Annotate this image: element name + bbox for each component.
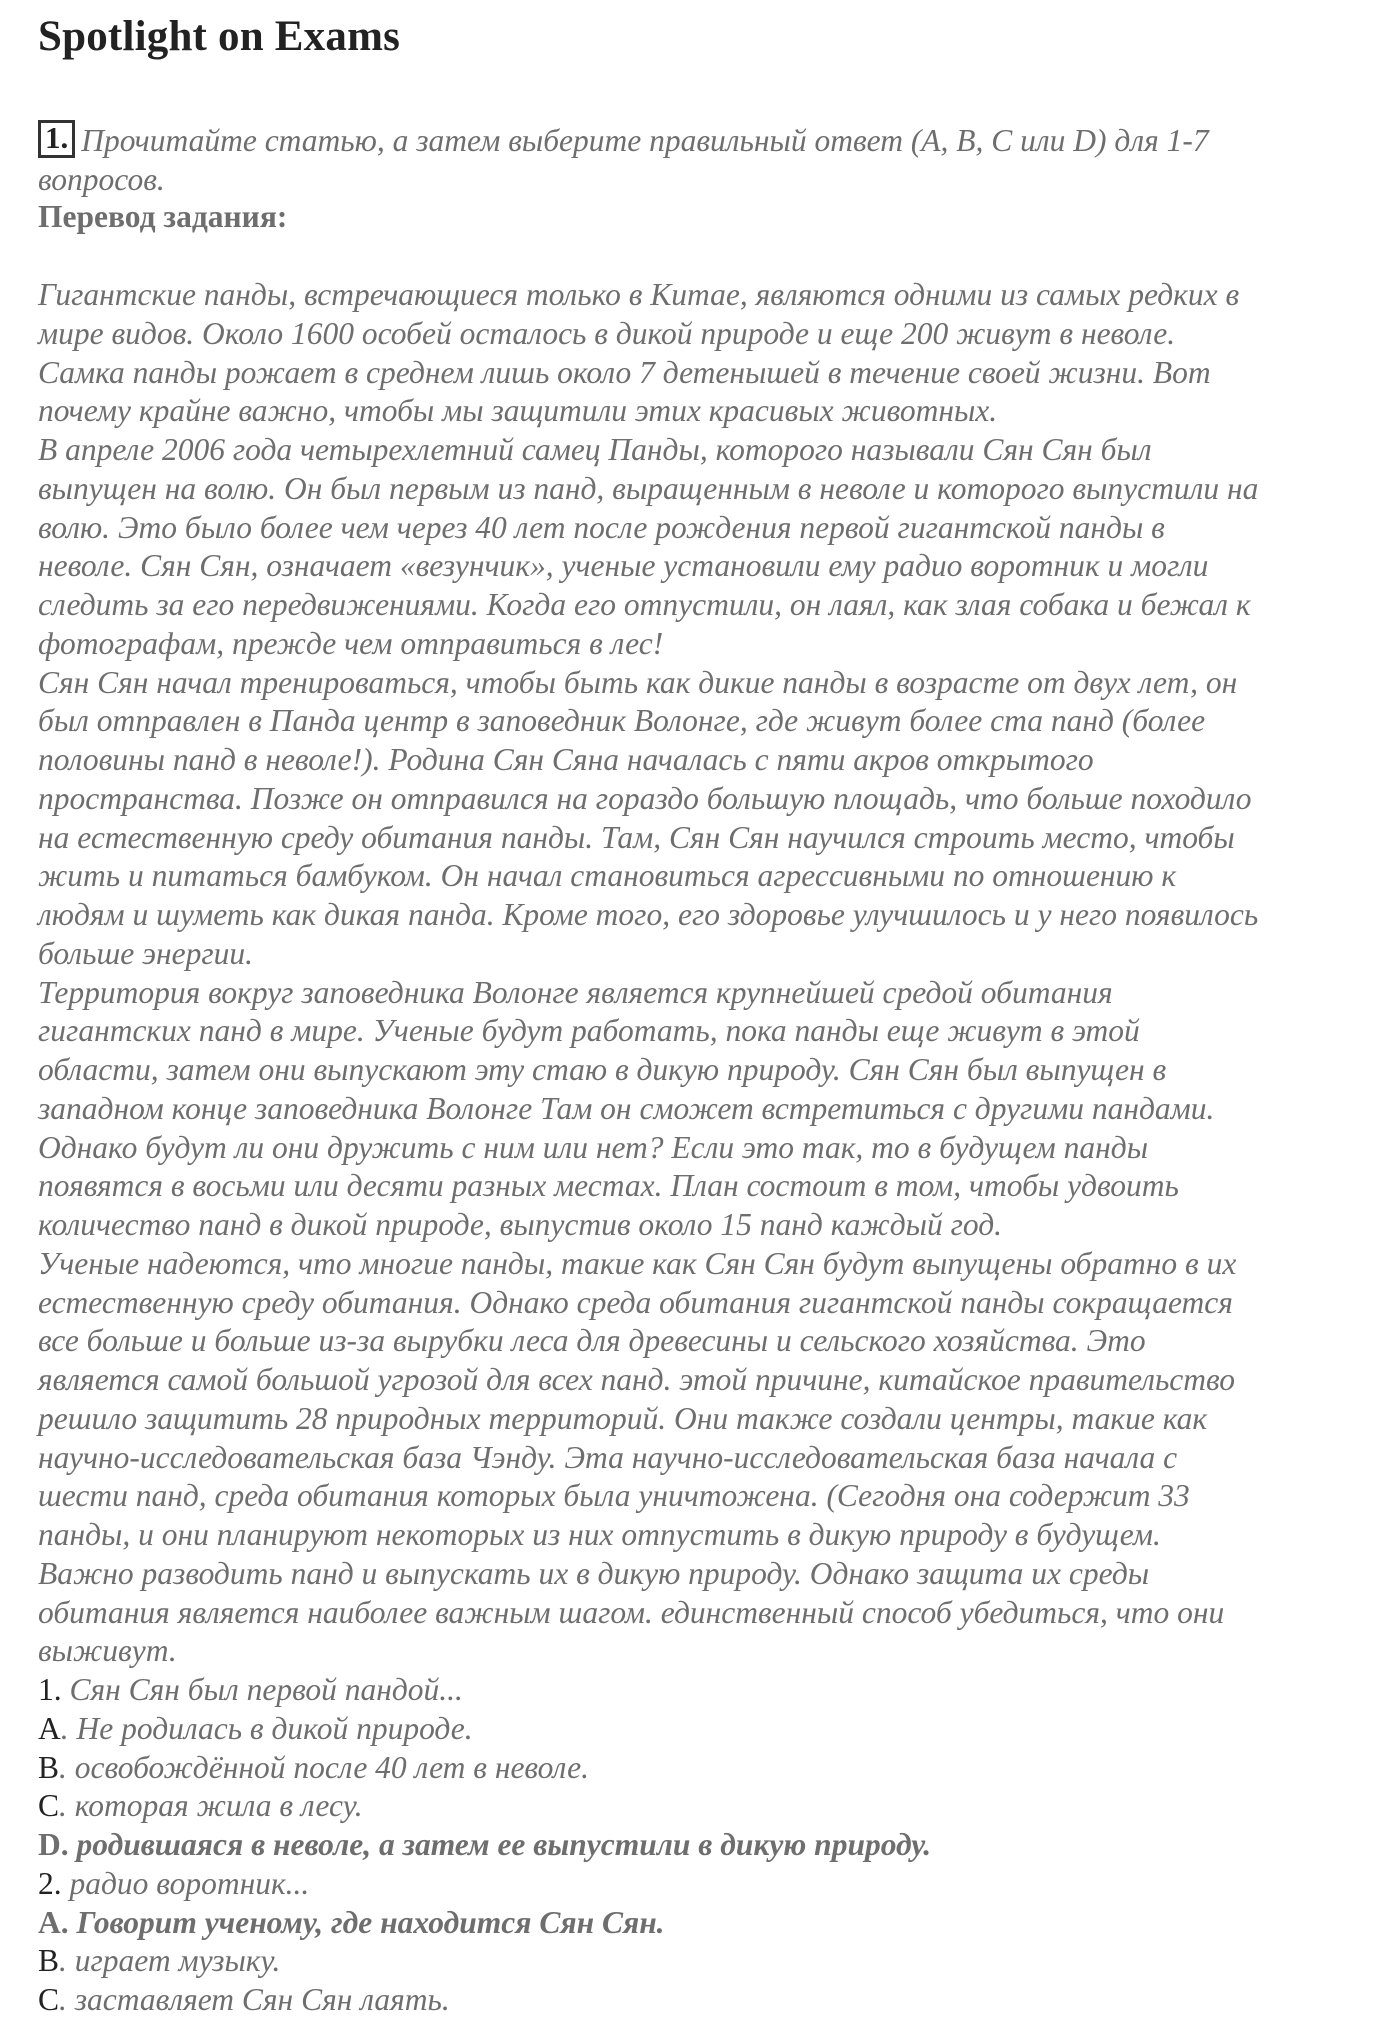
answer-option-2a-correct <box>38 1904 1378 1943</box>
article-line: западном конце заповедника Волонге Там он сможет встретиться с другими пандами. <box>38 1090 1215 1126</box>
article-line: следить за его передвижениями. Когда его отпустили, он лаял, как злая собака и бежал к <box>38 587 1251 622</box>
option-separator: . <box>59 1943 67 1979</box>
translation-heading: Перевод задания: <box>38 199 288 234</box>
question-number: 1. <box>38 1672 62 1707</box>
option-letter: D <box>38 1827 61 1862</box>
article-line: людям и шуметь как дикая панда. Кроме того, его здоровье улучшилось и у него появилось <box>38 897 1259 932</box>
article-line: почему крайне важно, чтобы мы защитили этих красивых животных. <box>38 393 998 429</box>
answer-option-1d-correct <box>38 1826 1378 1865</box>
option-text: родившаяся в неволе, а затем ее выпустили в дикую природу. <box>76 1827 932 1862</box>
option-letter: A <box>38 1710 61 1746</box>
document-body <box>38 276 1378 2020</box>
article-line: В апреле 2006 года четырехлетний самец Панды, которого называли Сян Сян был <box>38 432 1152 467</box>
question-stem: радио воротник... <box>69 1865 310 1901</box>
question-1 <box>38 1671 1378 1710</box>
option-letter: C <box>38 1982 60 2017</box>
article-line: неволе. Сян Сян, означает «везунчик», ученые установили ему радио воротник и могли <box>38 548 1209 584</box>
article-line: Гигантские панды, встречающиеся только в Китае, являются одними из самых редких в <box>38 277 1240 312</box>
task-instruction-line2: вопросов. <box>38 162 165 197</box>
article-line: половины панд в неволе!). Родина Сян Сяна началась с пяти акров открытого <box>38 742 1094 777</box>
article-line: жить и питаться бамбуком. Он начал становиться агрессивными по отношению к <box>38 858 1177 894</box>
article-line: Территория вокруг заповедника Волонге является крупнейшей средой обитания <box>38 974 1113 1010</box>
task-instruction-line1: Прочитайте статью, а затем выберите правильный ответ (A, B, C или D) для 1-7 <box>81 123 1209 158</box>
article-line: был отправлен в Панда центр в заповедник Волонге, где живут более ста панд (более <box>38 703 1206 739</box>
option-text: освобождённой после 40 лет в неволе. <box>74 1749 590 1785</box>
article-line: естественную среду обитания. Однако среда обитания гигантской панды сокращается <box>38 1284 1233 1320</box>
option-separator: . <box>59 1788 67 1824</box>
page-title: Spotlight on Exams <box>38 13 401 60</box>
article-line: выпущен на волю. Он был первым из панд, выращенным в неволе и которого выпустили на <box>38 470 1259 506</box>
answer-option-1c <box>38 1787 1378 1826</box>
article-line: обитания является наиболее важным шагом. единственный способ убедиться, что они <box>38 1594 1225 1630</box>
article-line: волю. Это было более чем через 40 лет после рождения первой гигантской панды в <box>38 509 1165 545</box>
question-stem: Сян Сян был первой пандой... <box>69 1672 463 1707</box>
article-line: появятся в восьми или десяти разных местах. План состоит в том, чтобы удвоить <box>38 1168 1179 1204</box>
article-line: научно-исследовательская база Чэнду. Эта научно-исследовательская база начала с <box>38 1439 1178 1475</box>
option-separator: . <box>60 1827 69 1862</box>
option-text: Говорит ученому, где находится Сян Сян. <box>76 1904 665 1940</box>
option-text: заставляет Сян Сян лаять. <box>74 1982 450 2017</box>
option-text: которая жила в лесу. <box>74 1788 363 1824</box>
answer-option-2c <box>38 1981 1378 2020</box>
option-letter: B <box>38 1943 60 1979</box>
question-number: 2. <box>38 1865 62 1901</box>
article-line: фотографам, прежде чем отправиться в лес! <box>38 625 664 661</box>
article-line: мире видов. Около 1600 особей осталось в дикой природе и еще 200 живут в неволе. <box>38 315 1176 351</box>
option-separator: . <box>59 1982 67 2017</box>
option-letter: C <box>38 1788 60 1824</box>
option-text: играет музыку. <box>74 1943 281 1979</box>
article-line: Важно разводить панд и выпускать их в дикую природу. Однако защита их среды <box>38 1555 1150 1591</box>
article-line: Сян Сян начал тренироваться, чтобы быть как дикие панды в возрасте от двух лет, он <box>38 664 1238 700</box>
article-line: все больше и больше из-за вырубки леса для древесины и сельского хозяйства. Это <box>38 1323 1146 1359</box>
article-line: панды, и они планируют некоторых из них отпустить в дикую природу в будущем. <box>38 1517 1161 1552</box>
article-line: является самой большой угрозой для всех панд. этой причине, китайское правительство <box>38 1362 1236 1397</box>
option-text: Не родилась в дикой природе. <box>76 1710 473 1746</box>
article-line: Ученые надеются, что многие панды, такие как Сян Сян будут выпущены обратно в их <box>38 1245 1237 1281</box>
article-line: Однако будут ли они дружить с ним или нет? Если это так, то в будущем панды <box>38 1129 1149 1165</box>
article-line: области, затем они выпускают эту стаю в дикую природу. Сян Сян был выпущен в <box>38 1052 1167 1087</box>
article-line: больше энергии. <box>38 935 254 971</box>
task-number-box: 1. <box>38 120 75 158</box>
article-line: шести панд, среда обитания которых была уничтожена. (Сегодня она содержит 33 <box>38 1478 1190 1514</box>
option-letter: A <box>38 1904 61 1940</box>
option-separator: . <box>60 1710 69 1746</box>
question-2 <box>38 1865 1378 1904</box>
option-letter: B <box>38 1749 60 1785</box>
article-line: количество панд в дикой природе, выпустив около 15 панд каждый год. <box>38 1207 1003 1242</box>
article-line: пространства. Позже он отправился на гораздо большую площадь, что больше походило <box>38 780 1252 816</box>
article-line: гигантских панд в мире. Ученые будут работать, пока панды еще живут в этой <box>38 1013 1140 1049</box>
answer-option-2b <box>38 1942 1378 1981</box>
article-line: выживут. <box>38 1633 177 1669</box>
answer-option-1a <box>38 1710 1378 1749</box>
article-line: решило защитить 28 природных территорий. Они также создали центры, такие как <box>38 1400 1208 1436</box>
article-line: Самка панды рожает в среднем лишь около 7 детенышей в течение своей жизни. Вот <box>38 354 1211 390</box>
article-line: на естественную среду обитания панды. Там, Сян Сян научился строить место, чтобы <box>38 819 1235 855</box>
option-separator: . <box>60 1904 69 1940</box>
option-separator: . <box>59 1749 67 1785</box>
task-instruction <box>38 120 1368 199</box>
answer-option-1b <box>38 1749 1378 1788</box>
